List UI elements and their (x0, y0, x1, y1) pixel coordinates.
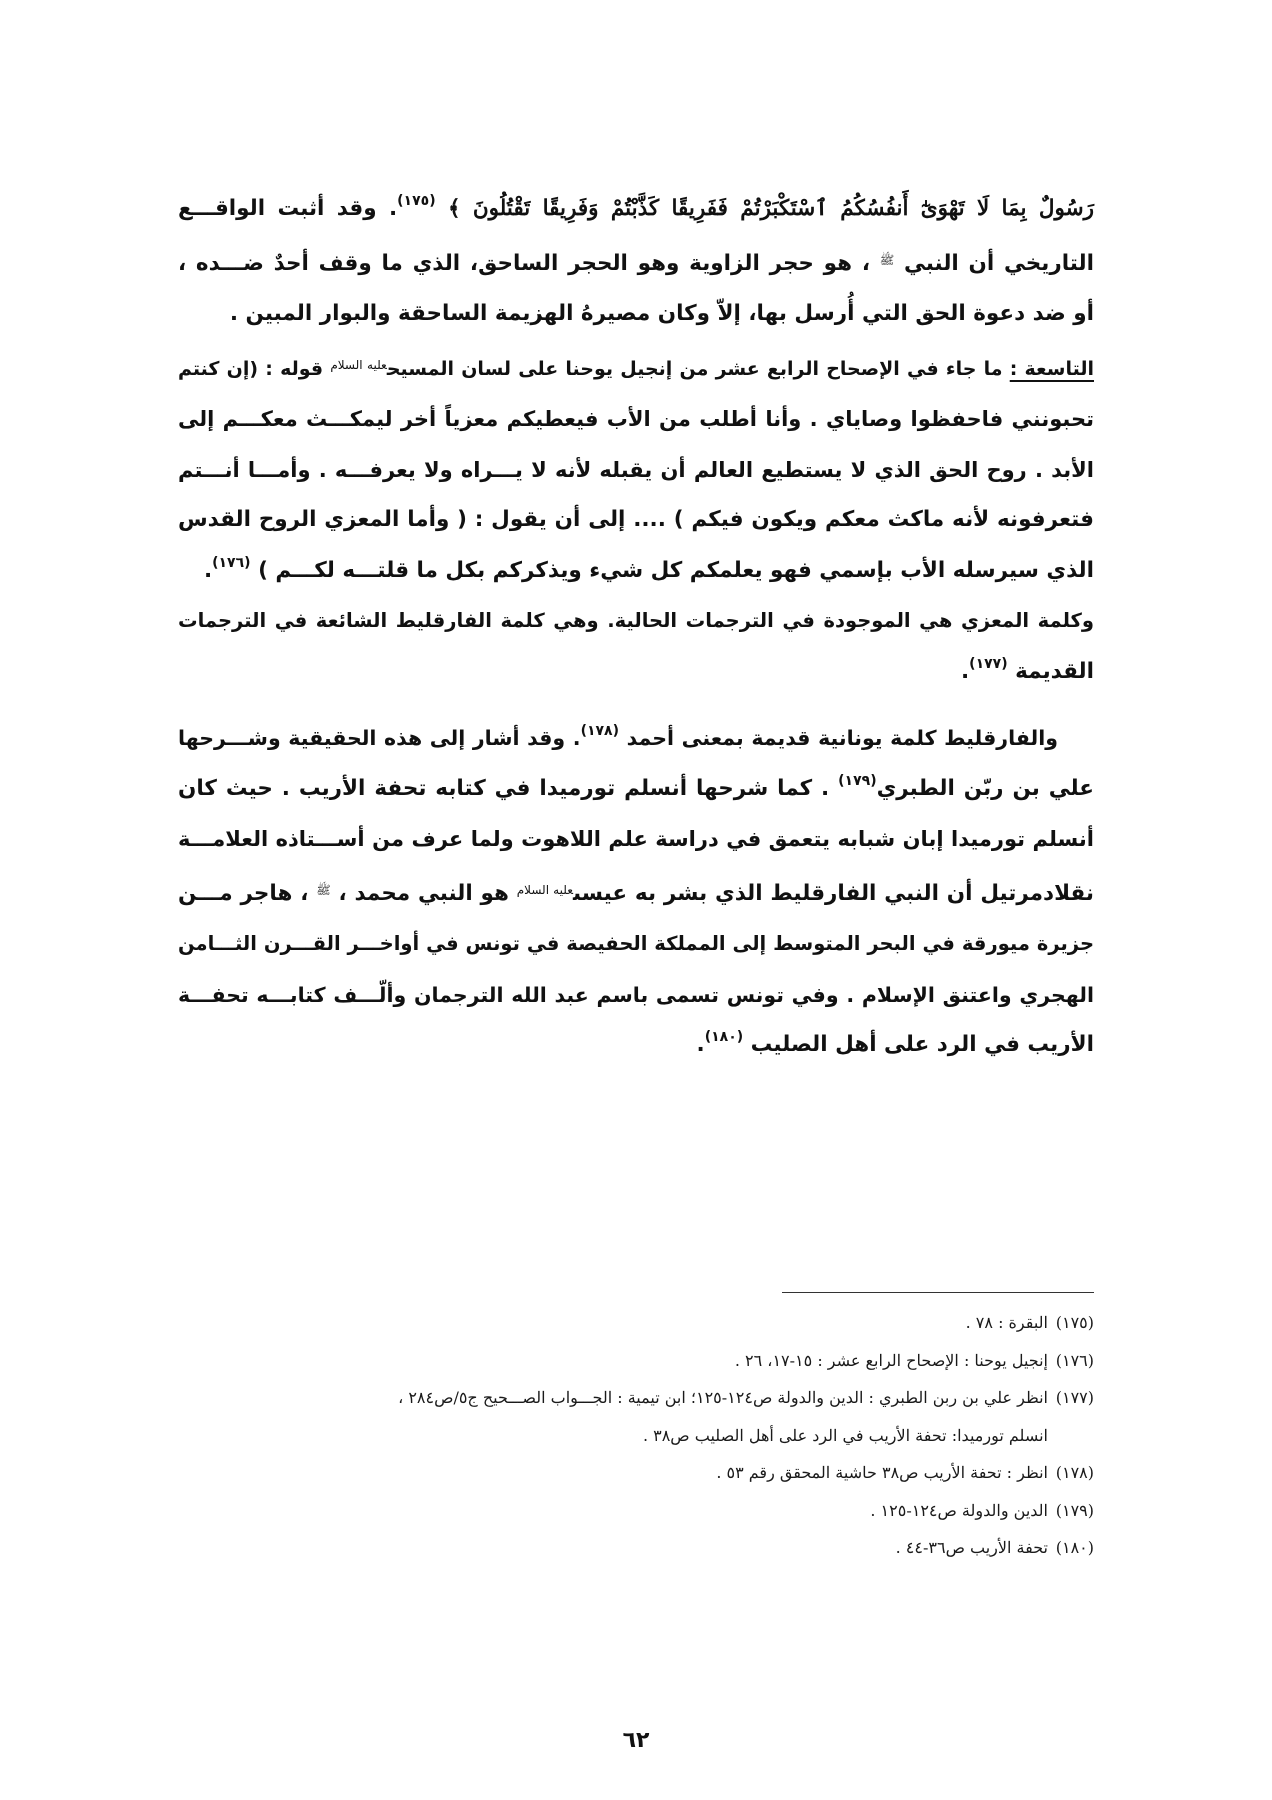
line-text: ، هو حجر الزاوية وهو الحجر الساحق، الذي ما وقف أحدٌ ضـــده ، (178, 250, 870, 276)
line-text: ، هاجر مـــن (178, 880, 309, 906)
footnote-number: (١٧٩) (1055, 1500, 1094, 1520)
text-line (178, 340, 1094, 395)
text-line (178, 596, 1094, 647)
line-text: الذي سيرسله الأب بإسمي فهو يعلمكم كل شيء ويذكركم بكل ما قلتـــه لكـــم ) (258, 557, 1094, 583)
footnote-item (178, 1529, 1094, 1567)
line-text: أو ضد دعوة الحق التي أُرسل بها، إلاّ وكان مصيرهُ الهزيمة الساحقة والبوار المبين . (229, 301, 1094, 326)
footnotes (178, 1304, 1094, 1567)
footnote-ref[interactable]: (١٧٨) (580, 723, 620, 739)
line-text: الهجري واعتنق الإسلام . وفي تونس تسمى باسم عبد الله الترجمان وألّـــف كتابـــه تحفـــة (178, 982, 1094, 1007)
footnote-item (178, 1454, 1094, 1492)
line-text: . (961, 658, 970, 684)
line-text: نقلادمرتيل أن النبي الفارقليط الذي بشر به عيسى (573, 880, 1094, 906)
honorific-glyph: عليه السلام (330, 357, 387, 372)
footnote-ref[interactable]: (١٧٥) (397, 193, 436, 209)
footnote-text: البقرة : ٧٨ . (965, 1313, 1048, 1332)
footnote-item (178, 1342, 1094, 1380)
text-line (178, 919, 1094, 970)
footnote-divider (782, 1292, 1094, 1293)
line-text: هو النبي محمد ، (338, 880, 509, 906)
text-line (178, 235, 1094, 290)
footnote-item (178, 1379, 1094, 1417)
footnote-text: إنجيل يوحنا : الإصحاح الرابع عشر : ١٥-١٧، ٢٦ . (734, 1350, 1048, 1370)
footnote-continuation: انسلم تورميدا: تحفة الأريب في الرد على أهل الصليب ص٣٨ . (642, 1425, 1048, 1445)
quran-verse: رَسُولٌ بِمَا لَا تَهْوَىٰٓ أَنفُسُكُمُ ٱسْتَكْبَرْتُمْ فَفَرِيقًا كَذَّبْتُمْ وَفَرِيقًا تَقْتُلُونَ ﴾ (447, 196, 1094, 221)
footnote-number: (١٧٨) (1055, 1463, 1094, 1482)
footnote-text: الدين والدولة ص١٢٤-١٢٥ . (870, 1500, 1048, 1520)
text-line (178, 713, 1094, 764)
line-text: . وقد أثبت الواقـــع (178, 196, 398, 221)
footnote-text: تحفة الأريب ص٣٦-٤٤ . (895, 1538, 1048, 1557)
line-text: والفارقليط كلمة يونانية قديمة بمعنى أحمد (626, 726, 1059, 750)
footnote-ref[interactable]: (١٧٧) (969, 655, 1008, 672)
text-line (178, 546, 1094, 597)
line-text: . (696, 1032, 705, 1057)
footnote-ref[interactable]: (١٨٠) (704, 1029, 744, 1045)
footnote-number: (١٧٧) (1055, 1388, 1094, 1407)
line-text: وكلمة المعزي هي الموجودة في الترجمات الحالية. وهي كلمة الفارقليط الشائعة في الترجمات (178, 609, 1094, 632)
honorific-glyph: عليه السلام (516, 882, 573, 897)
honorific-glyph: ﷺ (316, 882, 331, 897)
footnote-number: (١٧٥) (1055, 1313, 1094, 1332)
footnote-item (178, 1492, 1094, 1530)
text-line (178, 865, 1094, 920)
text-line (178, 970, 1094, 1021)
text-line (178, 764, 1094, 815)
honorific-glyph: ﷺ (879, 252, 895, 267)
footnote-ref[interactable]: (١٧٩) (838, 772, 877, 789)
footnote-number: (١٧٦) (1055, 1350, 1094, 1370)
page-number: ٦٢ (622, 1728, 650, 1753)
text-line (178, 1020, 1094, 1071)
text-line (178, 289, 1094, 340)
line-text: . (203, 557, 213, 583)
section-label: التاسعة : (1009, 357, 1094, 380)
line-text: ما جاء في الإصحاح الرابع عشر من إنجيل يوحنا على لسان المسيح (386, 357, 1003, 380)
line-text: الأريب في الرد على أهل الصليب (750, 1032, 1094, 1057)
line-text: الأبد . روح الحق الذي لا يستطيع العالم أن يقبله لأنه لا يـــراه ولا يعرفـــه . وأمـــا أنـــتم (178, 457, 1094, 482)
line-text: . وقد أشار إلى هذه الحقيقية وشـــرحها (178, 726, 581, 750)
line-text: أنسلم تورميدا إبان شبابه يتعمق في دراسة علم اللاهوت ولما عرف من أســـتاذه العلامـــة (178, 827, 1094, 851)
footnote-text: انظر : تحفة الأريب ص٣٨ حاشية المحقق رقم ٥٣ . (716, 1463, 1048, 1482)
footnote-item (178, 1304, 1094, 1342)
line-text: علي بن ربّن الطبري (876, 775, 1094, 801)
line-text: جزيرة ميورقة في البحر المتوسط إلى المملكة الحفيصة في تونس في أواخـــر القـــرن الثـــامن (178, 932, 1094, 955)
text-line (178, 394, 1094, 445)
main-text (178, 184, 1094, 1071)
line-text: القديمة (1015, 658, 1094, 684)
footnote-number: (١٨٠) (1055, 1538, 1094, 1557)
text-line (178, 814, 1094, 865)
footnote-text: انظر علي بن ربن الطبري : الدين والدولة ص١٢٤-١٢٥؛ ابن تيمية : الجـــواب الصـــحيح ج٥/ص٢٨٤ ، (398, 1388, 1048, 1407)
footnote-ref[interactable]: (١٧٦) (212, 554, 251, 571)
text-line (178, 445, 1094, 496)
line-text: تحبونني فاحفظوا وصاياي . وأنا أطلب من الأب فيعطيكم معزياً أخر ليمكـــث معكـــم إلى (178, 407, 1094, 431)
line-text: قوله : (إن كنتم (178, 357, 324, 380)
text-line (178, 184, 1094, 235)
line-text: التاريخي أن النبي (904, 250, 1094, 276)
line-text: . كما شرحها أنسلم تورميدا في كتابه تحفة الأريب . حيث كان (178, 775, 830, 801)
line-text: فتعرفونه لأنه ماكث معكم ويكون فيكم ) .... إلى أن يقول : ( وأما المعزي الروح القدس (178, 507, 1094, 532)
text-line (178, 647, 1094, 698)
text-line (178, 495, 1094, 546)
